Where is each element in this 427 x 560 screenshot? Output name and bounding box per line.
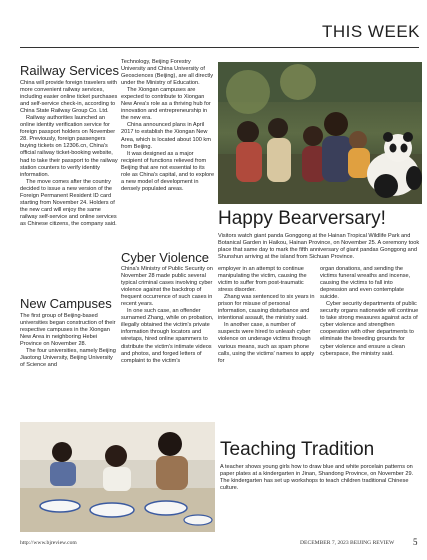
panda-photo-image	[218, 62, 422, 204]
campuses-body-col2	[121, 59, 215, 249]
railway-heading: Railway Services	[20, 63, 119, 78]
cyber-heading: Cyber Violence	[121, 250, 209, 265]
campuses-paragraph: The Xiongan campuses are expected to contribute to Xiongan New Area's role as a thriving hub for innovation and entrepreneurship in the new era.	[121, 87, 211, 122]
campuses-paragraph: China announced plans in April 2017 to establish the Xiongan New Area, which is located about 100 km from Beijing.	[121, 122, 211, 150]
campuses-paragraph: It was designed as a major recipient of functions relieved from Beijing that are not essential to its role as China's capital, and to explore a new model of development in densely populated areas.	[121, 150, 215, 192]
section-title: THIS WEEK	[321, 22, 420, 41]
campuses-paragraph: The first group of Beijing-based universities began construction of their respective campuses in the Xiongan New Area in neighboring Hebei Province on November 28.	[20, 313, 116, 348]
cyber-paragraph: Zhang was sentenced to six years in prison for misuse of personal information, causing disturbance and intentional assault, the ministry said.	[218, 294, 315, 322]
bear-caption: Visitors watch giant panda Gonggong at the Hainan Tropical Wildlife Park and Botanical Garden in Haikou, Hainan Province, on November 25. A ceremony took place that same day to mark the fifth anniversary of giant pandas Gonggong and Shunshun arriving at the island from Sichuan Province.	[218, 233, 420, 261]
tradition-caption: A teacher shows young girls how to draw blue and white porcelain patterns on paper plates at a kindergarten in Jinan, Shandong Province, on November 29. The kindergarten has set up workshops to teach children traditional Chinese culture.	[220, 464, 414, 492]
railway-paragraph: The move comes after the country decided to issue a new version of the Foreign Permanent Resident ID card starting from November 24. Holders of the new card will enjoy the same railway self-service and online services as Chinese citizens, the company said.	[20, 178, 117, 227]
railway-paragraph: China will provide foreign travelers with more convenient railway services, including easier online ticket purchases and self-service check-in, according to China State Railway Group Co. Ltd.	[20, 80, 118, 115]
panda-photo	[218, 62, 422, 204]
header-rule	[20, 47, 419, 48]
campuses-paragraph: The four universities, namely Beijing Jiaotong University, Beijing University of Science and	[20, 348, 116, 369]
footer-issue: DECEMBER 7, 2023 BEIJING REVIEW	[300, 540, 395, 546]
footer-url[interactable]: http://www.bjreview.com	[20, 540, 77, 546]
cyber-paragraph: In one such case, an offender surnamed Zhang, while on probation, illegally obtained the victim's private information through locators and wiretaps, hired online spammers to distribute the victim's intimate videos and photos, and forged letters of complaint to the victim's	[121, 308, 214, 364]
campuses-heading: New Campuses	[20, 296, 112, 311]
railway-body	[20, 80, 118, 292]
bear-heading: Happy Bearversary!	[218, 208, 386, 229]
cyber-paragraph: China's Ministry of Public Security on November 28 made public several typical criminal cases involving cyber violence against the backdrop of frequent occurrence of such cases in recent years.	[121, 266, 213, 308]
cyber-paragraph: employer in an attempt to continue manipulating the victim, causing the victim to suffer from post-traumatic stress disorder.	[218, 266, 307, 294]
cyber-body-col2	[121, 266, 215, 414]
kindergarten-photo-image	[20, 422, 215, 532]
cyber-body-col4	[320, 266, 420, 414]
kindergarten-photo	[20, 422, 215, 532]
campuses-paragraph: Technology, Beijing Forestry University and China University of Geosciences (Beijing), are all directly under the Ministry of Education.	[121, 59, 214, 87]
cyber-body-col3	[218, 266, 316, 414]
cyber-paragraph: Cyber security departments of public security organs nationwide will continue to take strong measures against acts of cyber violence and strengthen cooperation with other departments to eliminate the breeding grounds for cyber violence and ensure a clean cyberspace, the ministry said.	[320, 301, 419, 357]
campuses-body-col1	[20, 313, 118, 413]
cyber-paragraph: In another case, a number of suspects were hired to unleash cyber violence on underage victims through various means, such as spam phone calls, using the victims' names to apply for	[218, 322, 315, 364]
page-number: 5	[413, 537, 418, 547]
railway-paragraph: Railway authorities launched an online identity verification service for foreign passport holders on November 28. Previously, foreign passengers buying tickets on 12306.cn, China's official railway ticket-booking website, had to take their passport to the railway station counters to verify identity information.	[20, 115, 118, 178]
tradition-heading: Teaching Tradition	[220, 439, 375, 460]
cyber-paragraph: organ donations, and sending the victims funeral wreaths and incense, causing the victims to fall into depression and even contemplate suicide.	[320, 266, 411, 301]
